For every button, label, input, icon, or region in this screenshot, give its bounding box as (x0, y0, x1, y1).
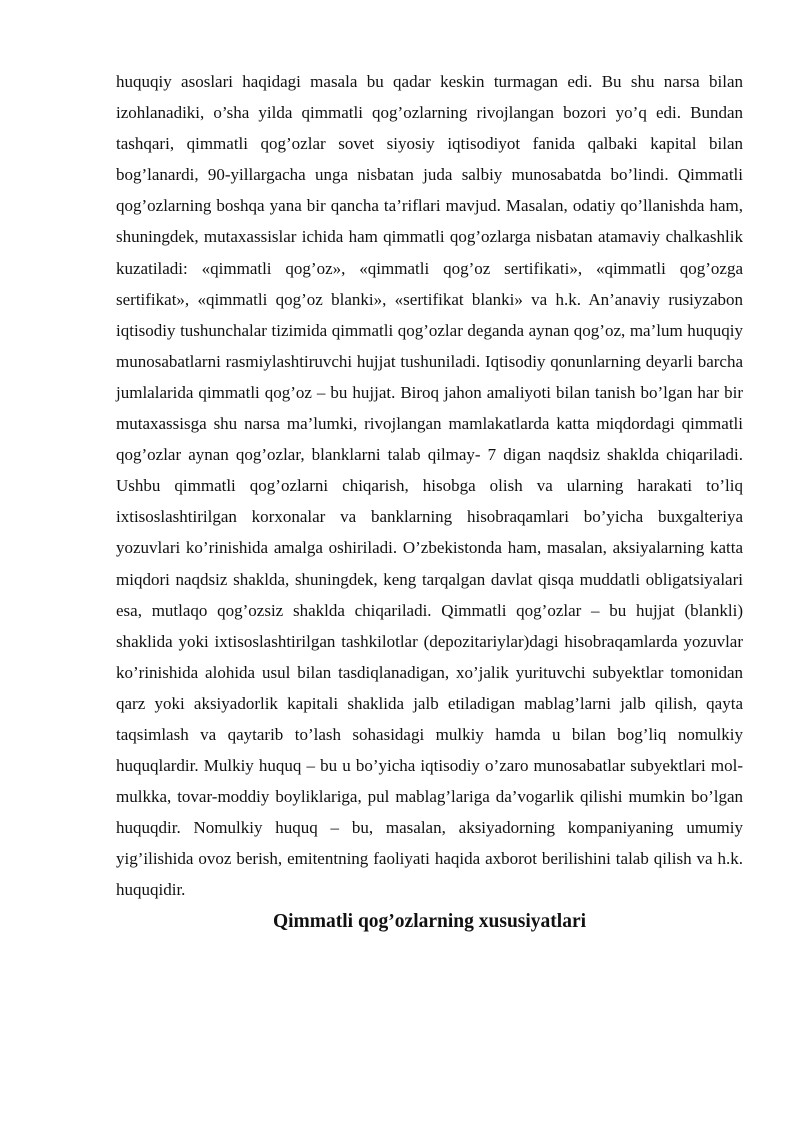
body-paragraph: huquqiy asoslari haqidagi masala bu qadar keskin turmagan edi. Bu shu narsa bilan izohlanadiki, o’sha yilda qimmatli qog’ozlarning rivojlangan bozori yo’q edi. Bundan tashqari, qimmatli qog’ozlar sovet siyosiy iqtisodiyot fanida qalbaki kapital bilan bog’lanardi, 90-yillargacha unga nisbatan juda salbiy munosabatda bo’lindi. Qimmatli qog’ozlarning boshqa yana bir qancha ta’riflari mavjud. Masalan, odatiy qo’llanishda ham, shuningdek, mutaxassislar ichida ham qimmatli qog’ozlarga nisbatan atamaviy chalkashlik kuzatiladi: «qimmatli qog’oz», «qimmatli qog’oz sertifikati», «qimmatli qog’ozga sertifikat», «qimmatli qog’oz blanki», «sertifikat blanki» va h.k. An’anaviy rusiyzabon iqtisodiy tushunchalar tizimida qimmatli qog’ozlar deganda aynan qog’oz, ma’lum huquqiy munosabatlarni rasmiylashtiruvchi hujjat tushuniladi. Iqtisodiy qonunlarning deyarli barcha jumlalarida qimmatli qog’oz – bu hujjat. Biroq jahon amaliyoti bilan tanish bo’lgan har bir mutaxassisga shu narsa ma’lumki, rivojlangan mamlakatlarda katta miqdordagi qimmatli qog’ozlar aynan qog’ozlar, blanklarni talab qilmay- 7 digan naqdsiz shaklda chiqariladi. Ushbu qimmatli qog’ozlarni chiqarish, hisobga olish va ularning harakati to’liq ixtisoslashtirilgan korxonalar va banklarning hisobraqamlari bo’yicha buxgalteriya yozuvlari ko’rinishida amalga oshiriladi. O’zbekistonda ham, masalan, aksiyalarning katta miqdori naqdsiz shaklda, shuningdek, keng tarqalgan davlat qisqa muddatli obligatsiyalari esa, mutlaqo qog’ozsiz shaklda chiqariladi. Qimmatli qog’ozlar – bu hujjat (blankli) shaklida yoki ixtisoslashtirilgan tashkilotlar (depozitariylar)dagi hisobraqamlarda yozuvlar ko’rinishida alohida usul bilan tasdiqlanadigan, xo’jalik yurituvchi subyektlar tomonidan qarz yoki aksiyadorlik kapitali shaklida jalb etiladigan mablag’larni jalb qilish, qayta taqsimlash va qaytarib to’lash sohasidagi mulkiy hamda u bilan bog’liq nomulkiy huquqlardir. Mulkiy huquq – bu u bo’yicha iqtisodiy o’zaro munosabatlar subyektlari mol-mulkka, tovar-moddiy boyliklariga, pul mablag’lariga da’vogarlik qilishi mumkin bo’lgan huquqdir. Nomulkiy huquq – bu, masalan, aksiyadorning kompaniyaning umumiy yig’ilishida ovoz berish, emitentning faoliyati haqida axborot berilishini talab qilish va h.k. huquqidir. (116, 72, 743, 900)
document-page (116, 66, 743, 937)
section-heading: Qimmatli qog’ozlarning xususiyatlari (272, 910, 587, 932)
